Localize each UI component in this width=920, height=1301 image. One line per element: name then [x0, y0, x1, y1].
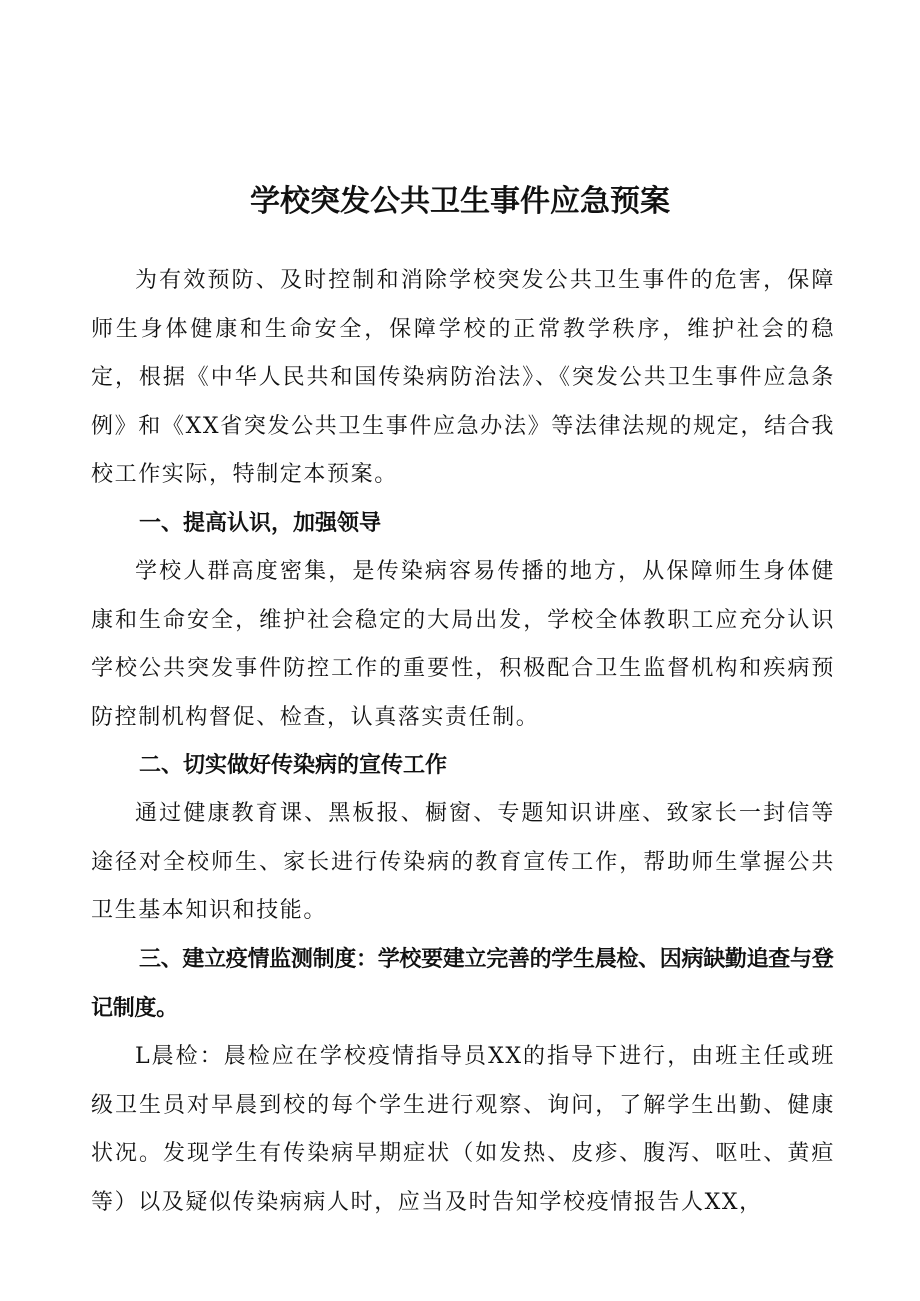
section-1-paragraph: 学校人群高度密集，是传染病容易传播的地方，从保障师生身体健康和生命安全，维护社会稳定的大局出发，学校全体教职工应充分认识学校公共突发事件防控工作的重要性，积极配合卫生监督机构和疾病预防控制机构督促、检查，认真落实责任制。 [91, 559, 835, 730]
section-2-paragraph: 通过健康教育课、黑板报、橱窗、专题知识讲座、致家长一封信等途径对全校师生、家长进行传染病的教育宣传工作，帮助师生掌握公共卫生基本知识和技能。 [91, 801, 835, 923]
section-3-paragraph: L晨检：晨检应在学校疫情指导员XX的指导下进行，由班主任或班级卫生员对早晨到校的每个学生进行观察、询问，了解学生出勤、健康状况。发现学生有传染病早期症状（如发热、皮疹、腹泻、呕吐、黄疸等）以及疑似传染病病人时，应当及时告知学校疫情报告人XX， [91, 1044, 835, 1215]
document-title: 学校突发公共卫生事件应急预案 [250, 184, 670, 220]
section-2-heading: 二、切实做好传染病的宣传工作 [139, 753, 448, 778]
section-1-heading: 一、提高认识，加强领导 [139, 511, 382, 536]
intro-paragraph: 为有效预防、及时控制和消除学校突发公共卫生事件的危害，保障师生身体健康和生命安全，保障学校的正常教学秩序，维护社会的稳定，根据《中华人民共和国传染病防治法》、《突发公共卫生事件应急条例》和《XX省突发公共卫生事件应急办法》等法律法规的规定，结合我校工作实际，特制定本预案。 [91, 268, 835, 487]
section-3-heading: 三、建立疫情监测制度：学校要建立完善的学生晨检、因病缺勤追查与登记制度。 [91, 947, 834, 1021]
